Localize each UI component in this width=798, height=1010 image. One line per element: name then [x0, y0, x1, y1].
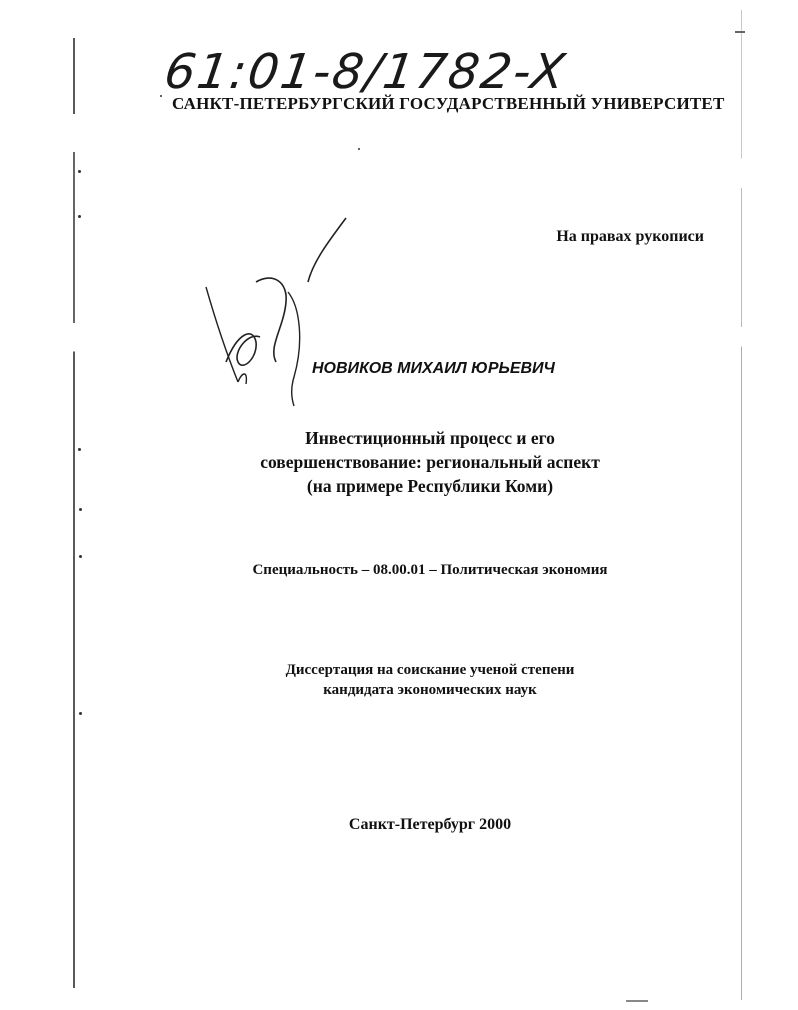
- degree-line: кандидата экономических наук: [323, 682, 537, 698]
- place-and-year: Санкт-Петербург 2000: [348, 816, 512, 833]
- scan-speck: [79, 712, 82, 715]
- thesis-title: [180, 426, 680, 498]
- scan-speck: [78, 170, 81, 173]
- scan-edge-left: [73, 38, 75, 988]
- author-name: НОВИКОВ МИХАИЛ ЮРЬЕВИЧ: [312, 360, 555, 377]
- thesis-title-line: совершенствование: региональный аспект: [260, 452, 600, 472]
- signature-icon: [198, 212, 368, 412]
- specialty: Специальность – 08.00.01 – Политическая экономия: [252, 562, 608, 578]
- scan-speck: [78, 215, 81, 218]
- scan-speck: [79, 508, 82, 511]
- scan-edge-right: [741, 10, 742, 1000]
- scan-speck: [358, 148, 360, 150]
- scan-speck: [79, 555, 82, 558]
- scan-speck: [78, 448, 81, 451]
- manuscript-note: На правах рукописи: [556, 228, 704, 245]
- university-name: САНКТ-ПЕТЕРБУРГСКИЙ ГОСУДАРСТВЕННЫЙ УНИВЕРСИТЕТ: [172, 94, 725, 113]
- scan-mark-top: [735, 31, 745, 33]
- degree-line: Диссертация на соискание ученой степени: [285, 662, 575, 678]
- thesis-title-line: (на примере Республики Коми): [306, 476, 554, 496]
- degree-statement: [180, 660, 680, 700]
- handwritten-archive-number: 61:01-8/1782-X: [161, 44, 570, 100]
- thesis-title-line: Инвестиционный процесс и его: [305, 428, 555, 448]
- scan-mark-bottom: [626, 1000, 648, 1002]
